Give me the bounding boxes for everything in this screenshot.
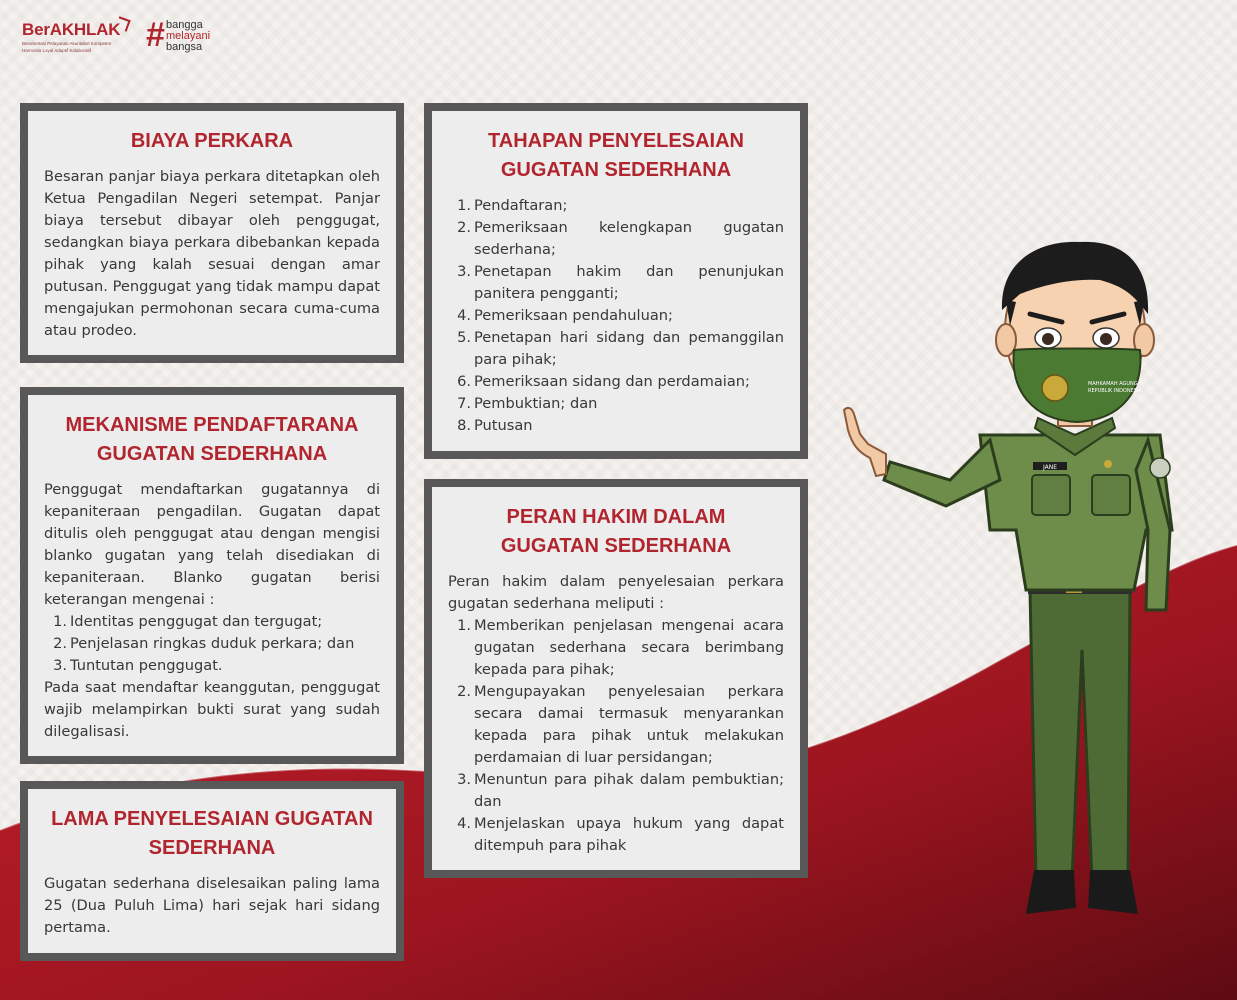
bangga-line-3: bangsa <box>166 41 203 53</box>
tahapan-list <box>448 195 784 437</box>
list-item: 3. Penetapan hakim dan penunjukan panitera pengganti; <box>457 263 784 302</box>
list-item: 4. Menjelaskan upaya hukum yang dapat ditempuh para pihak <box>457 815 784 854</box>
mascot-name-tag: JANE <box>1042 464 1058 471</box>
list-item: 1. Memberikan penjelasan mengenai acara gugatan sederhana secara berimbang kepada para pihak; <box>457 617 784 678</box>
list-item: 1. Pendaftaran; <box>457 197 568 214</box>
mask-text-line-2: REPUBLIK INDONESIA <box>1088 388 1142 394</box>
officer-mascot-illustration <box>830 230 1190 920</box>
lama-text: Gugatan sederhana diselesaikan paling lama 25 (Dua Puluh Lima) hari sejak hari sidang pertama. <box>44 875 380 936</box>
peran-intro: Peran hakim dalam penyelesaian perkara gugatan sederhana meliputi : <box>448 573 784 612</box>
lama-penyelesaian-card <box>20 781 404 961</box>
list-item: 3. Menuntun para pihak dalam pembuktian; dan <box>457 771 784 810</box>
mask-text-line-1: MAHKAMAH AGUNG <box>1088 381 1138 387</box>
mekanisme-title-line-1: MEKANISME PENDAFTARANA <box>65 414 359 436</box>
mekanisme-title <box>44 411 380 469</box>
berakhlak-tagline-1: Berorientasi Pelayanan Akuntabel Kompeten <box>22 41 112 46</box>
hashtag-icon: # <box>146 16 165 54</box>
list-item: 1. Identitas penggugat dan tergugat; <box>53 613 323 630</box>
mekanisme-title-line-2: GUGATAN SEDERHANA <box>96 443 328 465</box>
tahapan-title-line-2: GUGATAN SEDERHANA <box>500 159 732 181</box>
list-item: 2. Pemeriksaan kelengkapan gugatan sederhana; <box>457 219 784 258</box>
peran-list <box>448 615 784 857</box>
list-item: 7. Pembuktian; dan <box>457 395 598 412</box>
lama-title <box>44 805 380 863</box>
mekanisme-outro: Pada saat mendaftar keanggutan, penggugat wajib melampirkan bukti surat yang sudah dilegalisasi. <box>44 679 380 740</box>
tahapan-title <box>448 127 784 185</box>
peran-title-line-1: PERAN HAKIM DALAM <box>506 506 726 528</box>
bangga-melayani-logo <box>146 18 226 58</box>
list-item: 6. Pemeriksaan sidang dan perdamaian; <box>457 373 750 390</box>
lama-title-line-2: SEDERHANA <box>148 837 276 859</box>
list-item: 8. Putusan <box>457 417 533 434</box>
list-item: 3. Tuntutan penggugat. <box>53 657 223 674</box>
mekanisme-pendaftaran-card <box>20 387 404 764</box>
peran-hakim-card <box>424 479 808 878</box>
peran-title-line-2: GUGATAN SEDERHANA <box>500 535 732 557</box>
bangga-line-1: bangga <box>166 19 203 31</box>
biaya-perkara-text: Besaran panjar biaya perkara ditetapkan oleh Ketua Pengadilan Negeri setempat. Panjar biaya tersebut dibayar oleh penggugat, sedangkan biaya perkara dibebankan kepada pihak yang kalah sesuai dengan amar putusan. Penggugat yang tidak mampu dapat mengajukan permohonan secara cuma-cuma atau prodeo. <box>44 168 380 339</box>
tahapan-title-line-1: TAHAPAN PENYELESAIAN <box>488 130 744 152</box>
list-item: 5. Penetapan hari sidang dan pemanggilan para pihak; <box>457 329 784 368</box>
list-item: 4. Pemeriksaan pendahuluan; <box>457 307 673 324</box>
berakhlak-logo <box>22 20 132 64</box>
list-item: 2. Penjelasan ringkas duduk perkara; dan <box>53 635 355 652</box>
mekanisme-list <box>44 611 380 677</box>
peran-title <box>448 503 784 561</box>
bangga-line-2: melayani <box>166 30 211 42</box>
list-item: 2. Mengupayakan penyelesaian perkara secara damai termasuk menyarankan kepada para pihak untuk melakukan perdamaian di luar persidangan; <box>457 683 784 766</box>
biaya-perkara-card <box>20 103 404 363</box>
mekanisme-intro: Penggugat mendaftarkan gugatannya di kepaniteraan pengadilan. Gugatan dapat ditulis oleh penggugat atau dengan mengisi blanko gugatan yang telah disediakan di kepaniteraan. Blanko gugatan berisi keterangan mengenai : <box>44 481 380 608</box>
berakhlak-wordmark: BerAKHLAK <box>22 20 121 39</box>
berakhlak-tagline-2: Harmonis Loyal Adaptif Kolaboratif <box>22 47 92 53</box>
biaya-perkara-title: BIAYA PERKARA <box>130 130 294 152</box>
lama-title-line-1: LAMA PENYELESAIAN GUGATAN <box>51 808 373 830</box>
tahapan-penyelesaian-card <box>424 103 808 459</box>
